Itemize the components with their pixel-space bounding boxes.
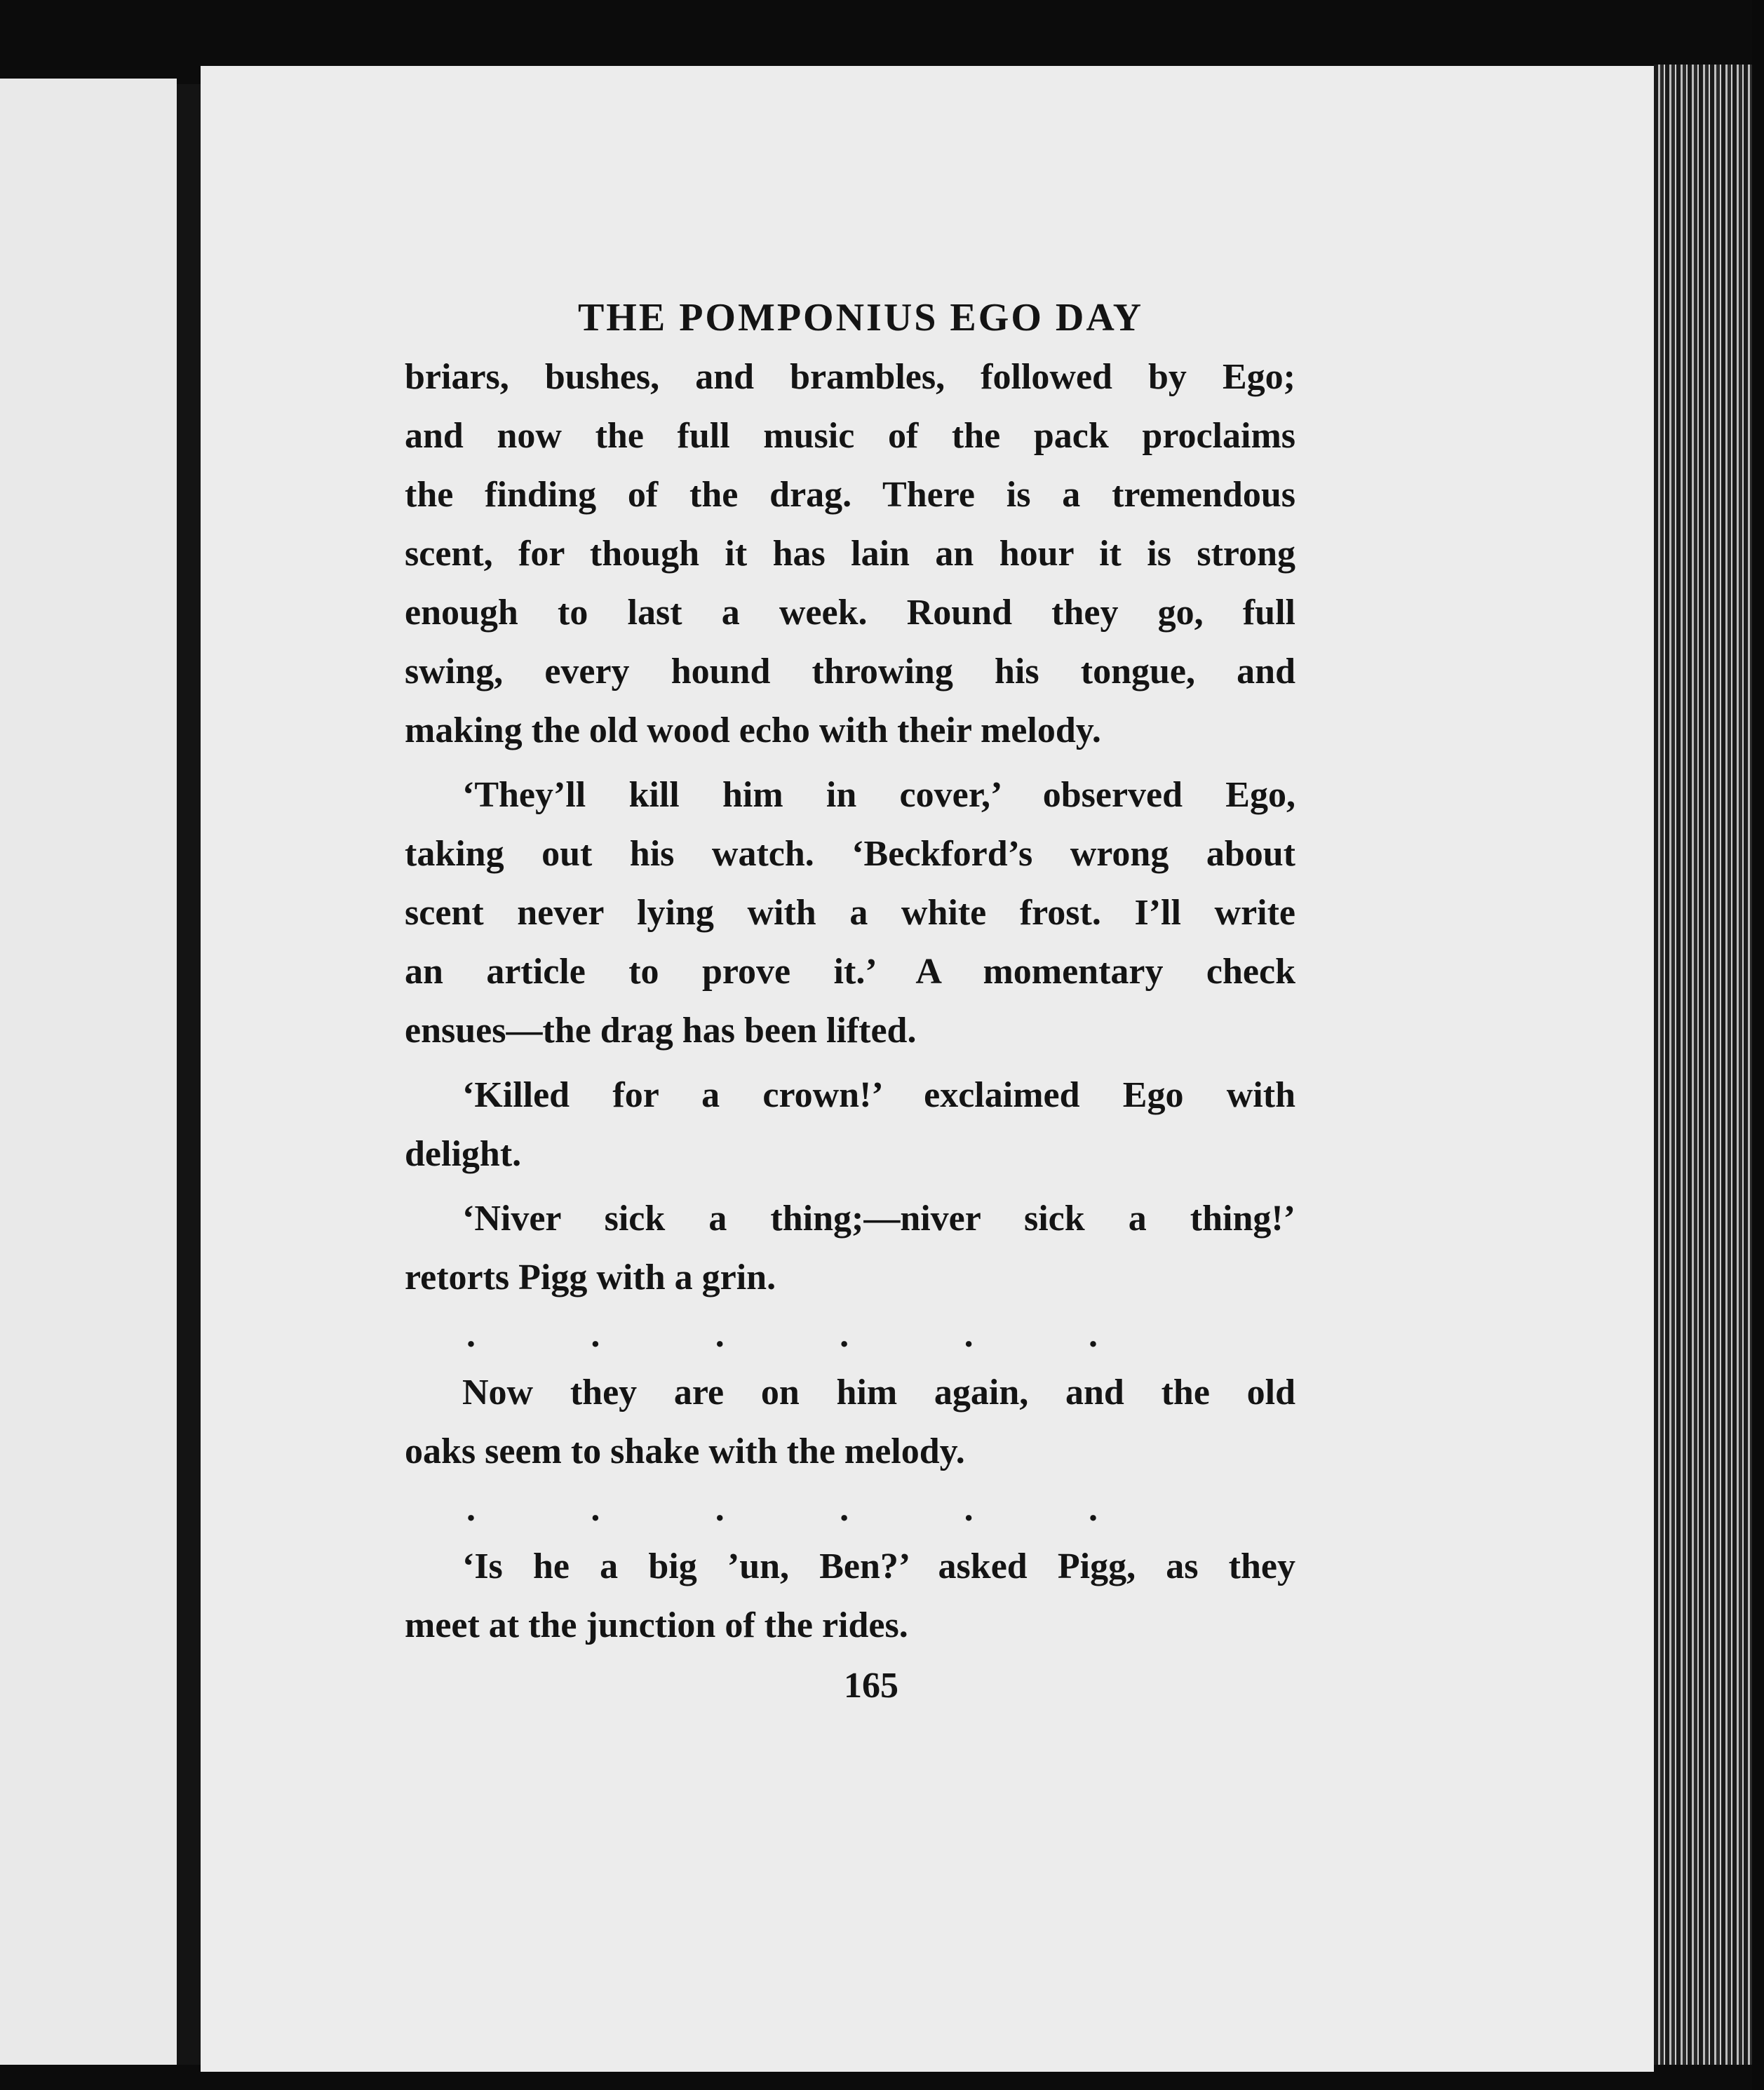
book-gutter [177,84,201,2065]
dot: . [1088,1315,1098,1355]
paragraph-3 [405,1066,1295,1184]
text-line: meet at the junction of the rides. [405,1605,908,1645]
dot: . [1088,1489,1098,1529]
text-line: oaks seem to shake with the melody. [405,1431,965,1471]
text-line: an article to prove it.’ A momentary check [405,952,1295,992]
page-text [405,288,1295,1714]
dot: . [964,1315,974,1355]
text-line: retorts Pigg with a grin. [405,1258,776,1297]
dot: . [591,1489,600,1529]
text-line: Now they are on him again, and the old [462,1373,1295,1413]
running-head: THE POMPONIUS EGO DAY [577,296,1144,339]
text-line: ‘Killed for a crown!’ exclaimed Ego with [462,1075,1295,1115]
text-line: making the old wood echo with their melody. [405,710,1101,750]
dot: . [591,1315,600,1355]
text-line: briars, bushes, and brambles, followed by Ego; [405,357,1295,397]
paragraph-1 [405,348,1295,760]
text-line: ‘Niver sick a thing;—niver sick a thing!’ [462,1199,1295,1239]
paragraph-5 [405,1363,1295,1481]
text-line: enough to last a week. Round they go, full [405,593,1295,633]
page-number: 165 [844,1666,898,1706]
dot: . [715,1489,725,1529]
facing-page-edge [0,79,177,2065]
text-line: ensues—the drag has been lifted. [405,1011,917,1051]
section-break-dots [466,1481,1098,1537]
section-break-dots [466,1307,1098,1363]
dot: . [715,1315,725,1355]
paragraph-2 [405,766,1295,1060]
dot: . [466,1315,476,1355]
dot: . [840,1315,849,1355]
text-line: delight. [405,1134,522,1174]
dot: . [840,1489,849,1529]
text-line: scent, for though it has lain an hour it is strong [405,534,1295,574]
text-line: ‘Is he a big ’un, Ben?’ asked Pigg, as they [462,1546,1295,1586]
text-line: the finding of the drag. There is a tremendous [405,475,1295,515]
page-edges [1654,65,1752,2065]
paragraph-4 [405,1189,1295,1307]
text-line: and now the full music of the pack proclaims [405,416,1295,456]
dot: . [964,1489,974,1529]
text-line: swing, every hound throwing his tongue, and [405,652,1295,692]
scan-border [1752,0,1764,2090]
paragraph-6 [405,1537,1295,1655]
text-line: taking out his watch. ‘Beckford’s wrong about [405,834,1295,874]
text-line: ‘They’ll kill him in cover,’ observed Ego, [462,775,1295,815]
text-line: scent never lying with a white frost. I’ll write [405,893,1295,933]
dot: . [466,1489,476,1529]
